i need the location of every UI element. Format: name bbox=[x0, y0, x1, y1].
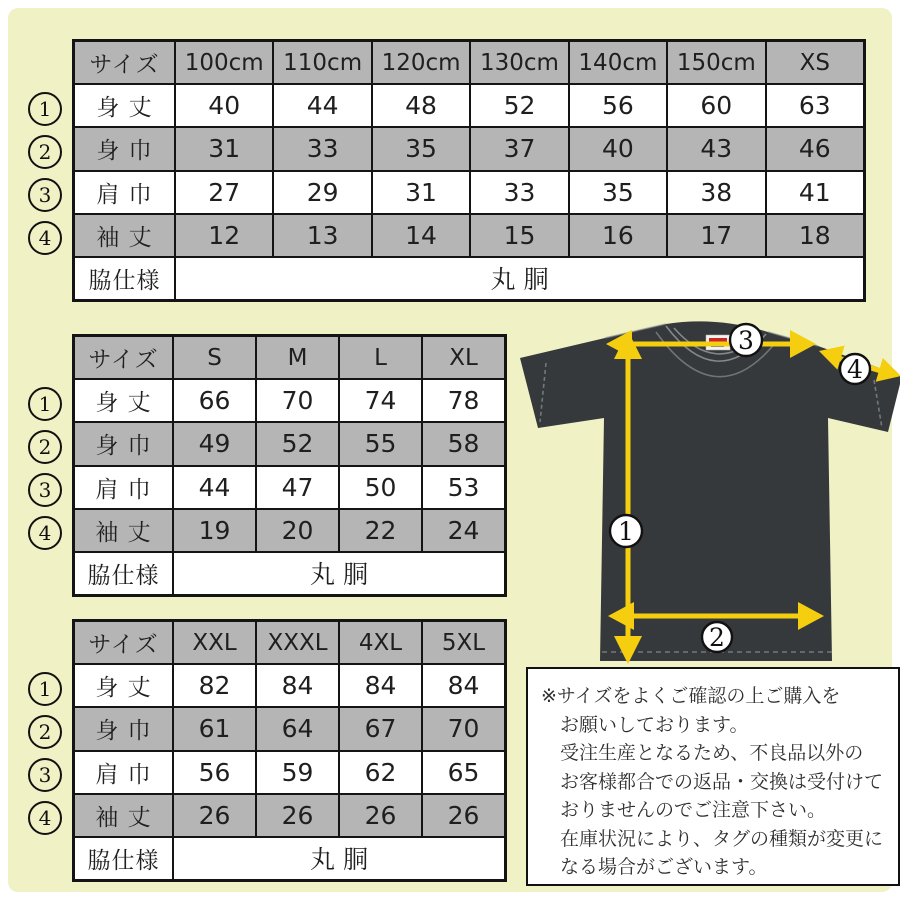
measure-value: 40 bbox=[568, 128, 666, 169]
measure-value: 70 bbox=[255, 380, 338, 421]
row-marker-1: 1 bbox=[28, 92, 62, 126]
row-marker-2: 2 bbox=[28, 430, 62, 464]
measure-value: 60 bbox=[666, 85, 764, 126]
measure-value: 33 bbox=[469, 172, 567, 213]
table-row bbox=[75, 508, 504, 551]
footer-value: 丸 胴 bbox=[172, 838, 504, 879]
footer-label: 脇仕様 bbox=[75, 553, 172, 594]
table-row bbox=[75, 750, 504, 793]
row-marker-4: 4 bbox=[28, 221, 62, 255]
row-label: 肩 巾 bbox=[75, 752, 172, 793]
measure-value: 18 bbox=[765, 215, 863, 256]
measure-value: 26 bbox=[255, 795, 338, 836]
measure-value: 82 bbox=[172, 665, 255, 706]
purchase-note-box bbox=[526, 667, 900, 886]
row-label: 袖 丈 bbox=[75, 510, 172, 551]
note-line: なる場合がございます。 bbox=[560, 856, 768, 878]
footer-label: 脇仕様 bbox=[75, 838, 172, 879]
measure-value: 84 bbox=[338, 665, 421, 706]
measure-value: 44 bbox=[172, 467, 255, 508]
measure-value: 17 bbox=[666, 215, 764, 256]
table-row bbox=[75, 465, 504, 508]
note-line: ※サイズをよくご確認の上ご購入を bbox=[541, 685, 841, 707]
measure-value: 26 bbox=[338, 795, 421, 836]
measure-value: 47 bbox=[255, 467, 338, 508]
note-line: お願いしております。 bbox=[560, 713, 749, 736]
measure-value: 59 bbox=[255, 752, 338, 793]
note-line: 受注生産となるため、不良品以外の bbox=[560, 742, 864, 764]
size-column-header: 140cm bbox=[568, 42, 666, 83]
row-marker-3: 3 bbox=[28, 473, 62, 507]
table-row bbox=[75, 793, 504, 836]
row-marker-3: 3 bbox=[28, 758, 62, 792]
table-row bbox=[75, 170, 863, 213]
size-column-header: 130cm bbox=[469, 42, 567, 83]
size-table-corner: サイズ bbox=[75, 337, 172, 378]
measure-value: 38 bbox=[666, 172, 764, 213]
measure-value: 40 bbox=[174, 85, 272, 126]
measure-value: 26 bbox=[421, 795, 504, 836]
size-column-header: L bbox=[338, 337, 421, 378]
measure-value: 48 bbox=[371, 85, 469, 126]
size-column-header: XS bbox=[765, 42, 863, 83]
table-row bbox=[75, 126, 863, 169]
row-label: 身 丈 bbox=[75, 380, 172, 421]
measure-value: 19 bbox=[172, 510, 255, 551]
note-line: お客様都合での返品・交換は受付けて bbox=[560, 770, 884, 793]
big-size-table bbox=[38, 619, 507, 882]
measure-value: 24 bbox=[421, 510, 504, 551]
measure-value: 78 bbox=[421, 380, 504, 421]
footer-value: 丸 胴 bbox=[172, 553, 504, 594]
marker-number-4: 4 bbox=[847, 355, 863, 384]
size-column-header: 100cm bbox=[174, 42, 272, 83]
measure-value: 31 bbox=[174, 128, 272, 169]
table-row bbox=[75, 83, 863, 126]
table-row bbox=[75, 213, 863, 256]
measure-value: 61 bbox=[172, 708, 255, 749]
measure-value: 15 bbox=[469, 215, 567, 256]
row-marker-1: 1 bbox=[28, 672, 62, 706]
measure-value: 16 bbox=[568, 215, 666, 256]
row-marker-2: 2 bbox=[28, 135, 62, 169]
measure-value: 33 bbox=[272, 128, 370, 169]
measure-value: 66 bbox=[172, 380, 255, 421]
row-label: 肩 巾 bbox=[75, 172, 174, 213]
table-header-row bbox=[75, 42, 863, 83]
measure-value: 52 bbox=[469, 85, 567, 126]
measure-value: 55 bbox=[338, 423, 421, 464]
row-label: 身 丈 bbox=[75, 85, 174, 126]
table-footer-row bbox=[75, 551, 504, 594]
size-column-header: 150cm bbox=[666, 42, 764, 83]
measure-value: 49 bbox=[172, 423, 255, 464]
row-label: 袖 丈 bbox=[75, 795, 172, 836]
measure-value: 44 bbox=[272, 85, 370, 126]
measure-value: 35 bbox=[371, 128, 469, 169]
size-column-header: 5XL bbox=[421, 622, 504, 663]
kids-size-table bbox=[38, 39, 866, 302]
table-header-row bbox=[75, 337, 504, 378]
size-column-header: XXL bbox=[172, 622, 255, 663]
row-label: 身 丈 bbox=[75, 665, 172, 706]
size-column-header: 4XL bbox=[338, 622, 421, 663]
row-label: 肩 巾 bbox=[75, 467, 172, 508]
note-line: 在庫状況により、タグの種類が変更に bbox=[560, 827, 884, 850]
measure-value: 74 bbox=[338, 380, 421, 421]
measure-value: 58 bbox=[421, 423, 504, 464]
table-row bbox=[75, 421, 504, 464]
size-table-corner: サイズ bbox=[75, 42, 174, 83]
note-line: おりませんのでご注意下さい。 bbox=[560, 799, 827, 821]
measure-value: 64 bbox=[255, 708, 338, 749]
tshirt-measure-diagram bbox=[516, 316, 900, 666]
row-label: 身 巾 bbox=[75, 128, 174, 169]
size-column-header: XXXL bbox=[255, 622, 338, 663]
measure-value: 37 bbox=[469, 128, 567, 169]
measure-value: 56 bbox=[172, 752, 255, 793]
row-marker-1: 1 bbox=[28, 387, 62, 421]
measure-value: 20 bbox=[255, 510, 338, 551]
measure-value: 22 bbox=[338, 510, 421, 551]
measure-value: 31 bbox=[371, 172, 469, 213]
row-marker-4: 4 bbox=[28, 801, 62, 835]
marker-number-1: 1 bbox=[618, 517, 634, 546]
measure-value: 43 bbox=[666, 128, 764, 169]
table-row bbox=[75, 706, 504, 749]
row-marker-2: 2 bbox=[28, 715, 62, 749]
size-column-header: S bbox=[172, 337, 255, 378]
table-footer-row bbox=[75, 836, 504, 879]
table-header-row bbox=[75, 622, 504, 663]
row-label: 身 巾 bbox=[75, 423, 172, 464]
measure-value: 52 bbox=[255, 423, 338, 464]
measure-value: 67 bbox=[338, 708, 421, 749]
measure-value: 41 bbox=[765, 172, 863, 213]
measure-value: 65 bbox=[421, 752, 504, 793]
measure-value: 84 bbox=[421, 665, 504, 706]
size-column-header: M bbox=[255, 337, 338, 378]
measure-value: 63 bbox=[765, 85, 863, 126]
page-background bbox=[8, 8, 892, 892]
measure-value: 29 bbox=[272, 172, 370, 213]
measure-value: 56 bbox=[568, 85, 666, 126]
row-marker-4: 4 bbox=[28, 516, 62, 550]
measure-value: 12 bbox=[174, 215, 272, 256]
measure-value: 26 bbox=[172, 795, 255, 836]
size-column-header: 110cm bbox=[272, 42, 370, 83]
footer-label: 脇仕様 bbox=[75, 258, 174, 299]
measure-value: 53 bbox=[421, 467, 504, 508]
measure-value: 27 bbox=[174, 172, 272, 213]
table-row bbox=[75, 663, 504, 706]
row-marker-3: 3 bbox=[28, 178, 62, 212]
measure-value: 13 bbox=[272, 215, 370, 256]
measure-value: 35 bbox=[568, 172, 666, 213]
size-column-header: XL bbox=[421, 337, 504, 378]
row-label: 身 巾 bbox=[75, 708, 172, 749]
marker-number-3: 3 bbox=[738, 326, 754, 355]
table-row bbox=[75, 378, 504, 421]
measure-value: 84 bbox=[255, 665, 338, 706]
measure-value: 70 bbox=[421, 708, 504, 749]
size-column-header: 120cm bbox=[371, 42, 469, 83]
row-label: 袖 丈 bbox=[75, 215, 174, 256]
adult-size-table bbox=[38, 334, 507, 597]
footer-value: 丸 胴 bbox=[174, 258, 863, 299]
size-table-corner: サイズ bbox=[75, 622, 172, 663]
tshirt-diagram-svg bbox=[516, 316, 900, 666]
measure-value: 62 bbox=[338, 752, 421, 793]
measure-value: 46 bbox=[765, 128, 863, 169]
table-footer-row bbox=[75, 256, 863, 299]
measure-value: 14 bbox=[371, 215, 469, 256]
marker-number-2: 2 bbox=[709, 623, 725, 652]
measure-value: 50 bbox=[338, 467, 421, 508]
